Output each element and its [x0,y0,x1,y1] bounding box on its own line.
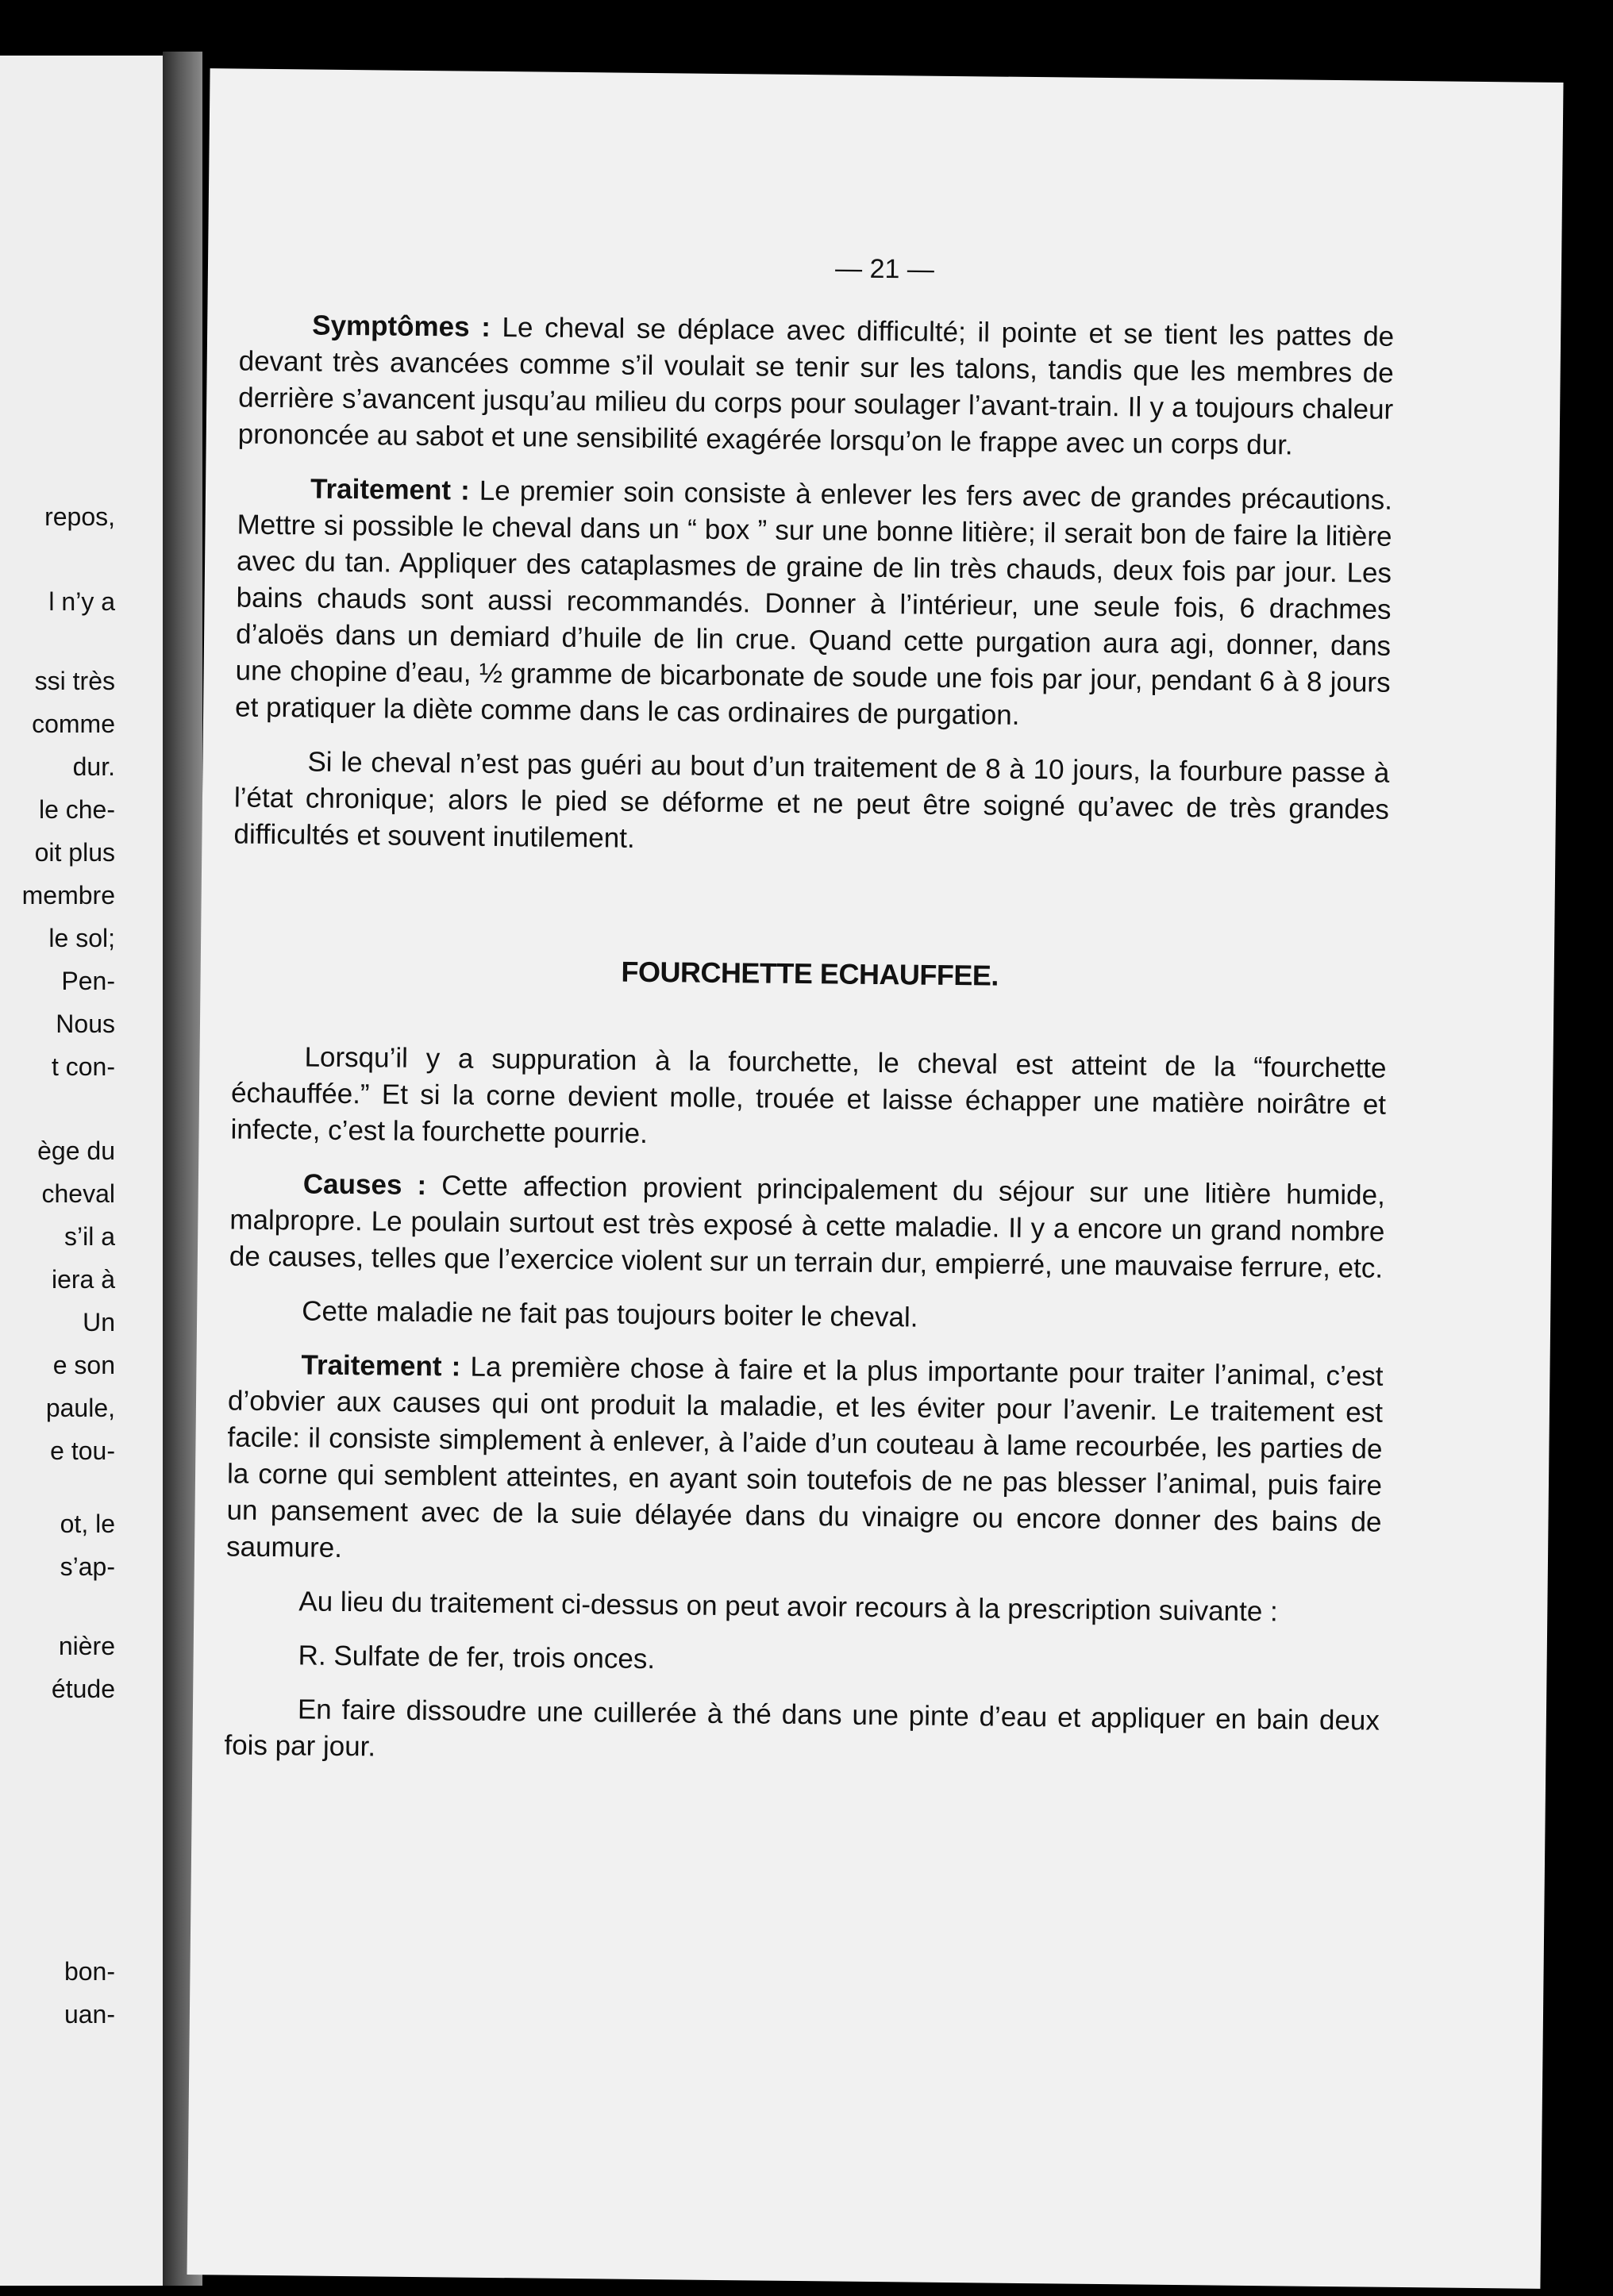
left-page-line: iera à [51,1265,115,1294]
left-page-line: t con- [51,1052,115,1081]
paragraph-heading: Causes : [302,1168,427,1202]
paragraph-text: Cette affection provient principalement du séjour sur une litière humide, malpropre. Le poulain surtout est très exposé à cette maladie. Il y a encore un grand nombre de causes, telles que l’exercice violent sur un terrain dur, empierré, une mauvaise ferrure, etc. [229,1170,1386,1284]
paragraph-causes [229,1165,1385,1286]
left-page-line: s’ap- [60,1552,115,1581]
left-page-line: étude [51,1675,115,1703]
page-body [224,307,1394,1794]
left-page-line: paule, [45,1394,115,1422]
paragraph-heading: Traitement : [310,473,470,506]
left-page-line: comme [32,710,115,738]
left-page-line: s’il a [64,1222,115,1251]
paragraph-chronique: Si le cheval n’est pas guéri au bout d’un traitement de 8 à 10 jours, la fourbure passe à l’état chronique; alors le pied se déforme et ne peut être soigné qu’avec de très grandes difficultés et souvent inutilement. [233,746,1390,854]
left-page-line: uan- [64,2000,115,2029]
left-page-line: le che- [38,795,115,824]
section-title: FOURCHETTE ECHAUFFEE. [621,955,999,992]
paragraph-prescription-intro: Au lieu du traitement ci-dessus on peut avoir recours à la prescription suivante : [298,1586,1278,1628]
page-number: — 21 — [834,253,935,285]
left-page-line: repos, [44,502,115,531]
paragraph-text: Le cheval se déplace avec difficulté; il pointe et se tient les pattes de devant très avancées comme s’il voulait se tenir sur les talons, tandis que les membres de derrière s’avancent jusqu’au milieu du corps pour soulager l’avant-train. Il y a toujours chaleur prononcée au sabot et une sensibilité exagérée lorsqu’on le frappe avec un corps dur. [237,311,1395,461]
paragraph-instructions: En faire dissoudre une cuillerée à thé dans une pinte d’eau et appliquer en bain deux fois par jour. [224,1694,1380,1763]
left-page-line: Pen- [61,967,115,995]
left-page-line: ège du [37,1136,115,1165]
paragraph-text: Le premier soin consiste à enlever les fers avec de grandes précautions. Mettre si possible le cheval dans un “ box ” sur une bonne litière; il serait bon de faire la litière avec du tan. Appliquer des cataplasmes de graine de lin très chauds, deux fois par jour. Les bains chauds sont aussi recommandés. Donner à l’intérieur, une seule fois, 6 drachmes d’aloës dans un demiard d’huile de lin crue. Quand cette purgation aura agi, donner, dans une chopine d’eau, ½ gramme de bicarbonate de soude une fois par jour, pendant 6 à 8 jours et pratiquer la diète comme dans le cas ordinaires de purgation. [234,475,1393,731]
paragraph-text: La première chose à faire et la plus importante pour traiter l’animal, c’est d’obvier aux causes qui ont produit la maladie, et les éviter pour l’avenir. Le traitement est facile: il consiste simplement à enlever, à l’aide d’un couteau à lame recourbée, les parties de la corne qui semblent atteintes, en ayant soin toutefois de ne pas blesser l’animal, puis faire un pansement avec de la suie délayée dans du vinaigre ou encore donner des bains de saumure. [225,1351,1384,1563]
prescription-line: R. Sulfate de fer, trois onces. [298,1640,656,1675]
paragraph-note: Cette maladie ne fait pas toujours boiter le cheval. [302,1295,918,1333]
paragraph-traitement-2 [226,1346,1384,1577]
left-page-line: l n’y a [48,587,115,616]
left-page-line: Nous [56,1010,115,1038]
left-page-line: oit plus [34,838,115,867]
left-facing-page [0,56,163,2286]
left-page-line: membre [21,881,115,910]
left-page-line: Un [83,1308,115,1336]
left-page-line: bon- [64,1957,115,1986]
paragraph-intro: Lorsqu’il y a suppuration à la fourchette, le cheval est atteint de la “fourchette échauffée.” Et si la corne devient molle, trouée et laisse échapper une matière noirâtre et infecte, c’est la fourchette pourrie. [230,1041,1387,1149]
paragraph-heading: Traitement : [301,1349,461,1383]
left-page-line: le sol; [48,924,115,952]
left-page-line: e tou- [50,1436,115,1465]
paragraph-traitement [235,471,1392,738]
paragraph-heading: Symptômes : [312,310,491,343]
left-page-line: ssi très [34,667,115,695]
left-page-line: nière [58,1632,115,1660]
main-page [187,68,1563,2289]
left-page-line: e son [52,1351,115,1379]
left-page-line: ot, le [60,1510,115,1538]
left-page-line: dur. [72,752,115,781]
left-page-line: cheval [41,1179,115,1208]
paragraph-symptomes [238,307,1395,465]
